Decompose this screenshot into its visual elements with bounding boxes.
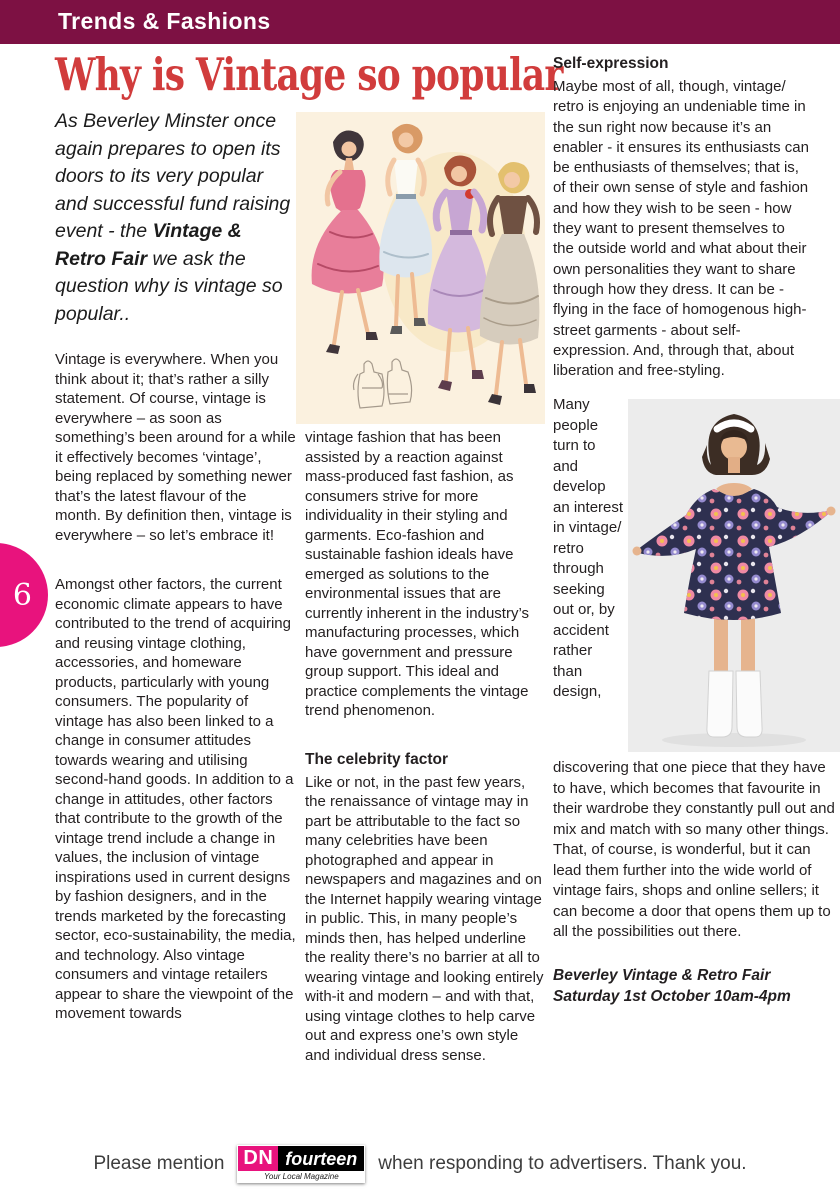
dn-fourteen-logo-boxes [238, 1146, 364, 1171]
body-paragraph: vintage fashion that has been assisted by a reaction against mass-produced fast fashion, as consumers strive for more individuality in their styling and garments. Eco-fashion and sustainable fashion ideals have emerged as solutions to the environmental issues that are currently inherent in the industry’s manufacturing processes, which have government and pressure group support. This ideal and practice complements the vintage trend phenomenon. [305, 429, 530, 719]
celebrity-factor-heading: The celebrity factor [305, 750, 448, 768]
intro-paragraph [55, 108, 296, 328]
footer-text-end: when responding to advertisers. Thank you. [378, 1152, 747, 1174]
page-number: 6 [12, 577, 32, 613]
page-number-badge [0, 543, 48, 647]
body-paragraph: Like or not, in the past few years, the renaissance of vintage may in part be attributable to the fact so many celebrities have been photographed and appear in newspapers and magazines and on the Internet happily wearing vintage in public. This, in many people’s minds then, has helped underline the reality there’s no barrier at all to wearing vintage and looking entirely with-it and modern – and with that, using vintage clothes to help carve out and express one’s own style and individual dress sense. [305, 773, 544, 1064]
section-label: Trends & Fashions [58, 8, 271, 34]
model-photo [628, 399, 840, 752]
event-name: Beverley Vintage & Retro Fair [553, 966, 771, 984]
dn-fourteen-logo [237, 1145, 365, 1183]
dresses-illustration-graphic [296, 112, 545, 424]
vintage-dresses-illustration [296, 112, 545, 424]
event-details [553, 965, 818, 1008]
photo-text-wrap [553, 395, 840, 943]
body-paragraph: Many people turn to and develop an interest in vintage/ retro through seeking out or, by accident rather than design, discovering that one piece that they have to have, which becomes that favourite in their wardrobe they constantly pull out and mix and match with so many other things. That, of course, is wonderful, but it can lead them further into the wide world of vintage fairs, shops and online sellers; it can become a door that opens them up to all the possibilities out there. [553, 396, 835, 941]
event-date: Saturday 1st October 10am-4pm [553, 988, 791, 1006]
intro-text-start: As Beverley Minster once again prepares to open its doors to its very popular and successful fund raising event - the [55, 110, 291, 242]
self-expression-heading: Self-expression [553, 55, 669, 72]
left-column [55, 108, 296, 1024]
body-paragraph: Vintage is everywhere. When you think about it; that’s rather a silly statement. Of course, vintage is everywhere – as soon as something’s been around for a while it effectively becomes ‘vintage’, being replaced by something newer that’s the latest flavour of the month. By definition then, vintage is everywhere – so let’s embrace it! [55, 351, 296, 544]
logo-tagline: Your Local Magazine [263, 1171, 339, 1181]
footer-strip [0, 1136, 840, 1191]
logo-fourteen-mark: fourteen [278, 1146, 364, 1171]
logo-dn-mark: DN [238, 1146, 278, 1171]
intro-event-name: Vintage & Retro Fair [55, 220, 242, 270]
page-title: Why is Vintage so popular [55, 48, 563, 101]
right-column [553, 55, 840, 1008]
body-paragraph: Maybe most of all, though, vintage/ retro is enjoying an undeniable time in the sun right now because it’s an enabler - it ensures its enthusiasts can be enthusiasts of themselves; that is, of their own sense of style and fashion and how they wish to be seen - how they want to present themselves to the outside world and what about their own personalities they want to share through how they dress. It can be - flying in the face of homogenous high-street garments - about self-expression. And, through that, about liberation and free-styling. [553, 78, 809, 380]
retro-model-graphic [628, 399, 840, 752]
intro-text-end: we ask the question why is vintage so popular.. [55, 247, 283, 325]
section-header-bar [0, 0, 840, 44]
middle-column [305, 428, 546, 1065]
footer-text-start: Please mention [93, 1152, 225, 1174]
body-paragraph: Amongst other factors, the current economic climate appears to have contributed to the trend of acquiring and reusing vintage clothing, accessories, and homeware products, particularly with young consumers. The popularity of vintage has also been linked to a change in consumer attitudes towards wearing and utilising second-hand goods. In addition to a change in attitudes, other factors that contribute to the growth of the vintage trend include a change in values, the inclusion of vintage inspirations used in current designs by fashion designers, and in the trends marketed by the forecasting sector, eco-sustainability, the media, and technology. Also vintage consumers and vintage retailers appear to share the viewpoint of the movement towards [55, 576, 296, 1022]
